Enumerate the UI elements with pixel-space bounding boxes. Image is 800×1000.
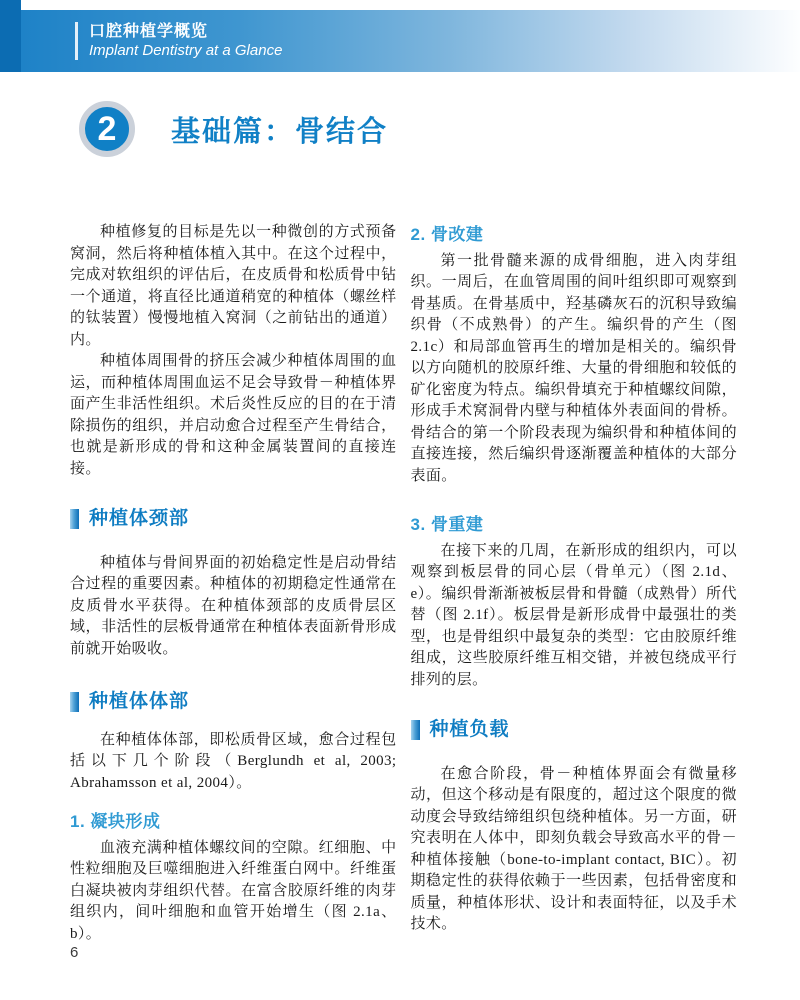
book-title-en: Implant Dentistry at a Glance	[89, 41, 283, 59]
subsection-heading-bone-remodeling: 2. 骨改建	[410, 225, 484, 244]
section-heading-implant-body	[70, 691, 397, 713]
page-header-bar	[21, 10, 800, 72]
section-heading-label: 种植体体部	[89, 691, 190, 712]
page-content	[70, 222, 737, 945]
section-heading-implant-neck	[70, 508, 397, 530]
paragraph: 第一批骨髓来源的成骨细胞，进入肉芽组织。一周后，在血管周围的间叶组织即可观察到骨基质。在骨基质中，羟基磷灰石的沉积导致编织骨（不成熟骨）的产生。编织骨的产生（图 2.1c）和局部血管再生的增加是相关的。编织骨以方向随机的胶原纤维、大量的骨细胞和较低的矿化密度为特点。编织骨填充于种植螺纹间隙，形成手术窝洞骨内壁与种植体外表面间的骨桥。骨结合的第一个阶段表现为编织骨和种植体间的直接连接，然后编织骨逐渐覆盖种植体的大部分表面。	[410, 252, 737, 484]
right-column	[411, 222, 738, 945]
chapter-title: 基础篇：骨结合	[171, 115, 389, 148]
page-number: 6	[70, 944, 79, 961]
paragraph: 在接下来的几周，在新形成的组织内，可以观察到板层骨的同心层（骨单元）（图 2.1d、e）。编织骨渐渐被板层骨和骨髓（成熟骨）所代替（图 2.1f）。板层骨是新形成骨中最强壮的类型，也是骨组织中最复杂的类型：它由胶原纤维组成，这些胶原纤维互相交错，并被包绕成平行排列的层。	[410, 542, 737, 688]
section-heading-label: 种植体颈部	[89, 508, 190, 529]
section-marker-icon	[411, 720, 420, 740]
section-marker-icon	[70, 692, 79, 712]
section-heading-label: 种植负载	[429, 719, 510, 740]
section-heading-implant-loading	[411, 719, 738, 741]
header-accent-strip	[0, 0, 21, 72]
chapter-number-badge: 2	[79, 101, 135, 157]
subsection-heading-bone-rebuilding: 3. 骨重建	[410, 515, 484, 534]
paragraph: 血液充满种植体螺纹间的空隙。红细胞、中性粒细胞及巨噬细胞进入纤维蛋白网中。纤维蛋白凝块被肉芽组织代替。在富含胶原纤维的肉芽组织内，间叶细胞和血管开始增生（图 2.1a、b）。	[70, 839, 397, 942]
paragraph: 在种植体体部，即松质骨区域，愈合过程包括以下几个阶段（Berglundh et al, 2003; Abrahamsson et al, 2004）。	[70, 731, 397, 791]
book-title-block	[75, 22, 282, 61]
chapter-heading	[79, 101, 388, 157]
subsection-heading-clot-formation: 1. 凝块形成	[70, 812, 161, 831]
left-column	[70, 222, 397, 945]
section-marker-icon	[70, 509, 79, 529]
paragraph: 在愈合阶段，骨－种植体界面会有微量移动，但这个移动是有限度的，超过这个限度的微动度会导致结缔组织包绕种植体。另一方面，研究表明在人体中，即刻负载会导致高水平的骨－种植体接触（bone-to-implant contact, BIC）。初期稳定性的获得依赖于一些因素，包括骨密度和质量，种植体形状、设计和表面特征，以及手术技术。	[410, 765, 737, 932]
paragraph: 种植体周围骨的挤压会减少种植体周围的血运，而种植体周围血运不足会导致骨－种植体界面产生非活性组织。术后炎性反应的目的在于清除损伤的组织，并启动愈合过程至产生骨结合，也就是新形成的骨和这种金属装置间的直接连接。	[70, 353, 397, 477]
paragraph: 种植体与骨间界面的初始稳定性是启动骨结合过程的重要因素。种植体的初期稳定性通常在皮质骨水平获得。在种植体颈部的皮质骨层区域，非活性的层板骨通常在种植体表面新骨形成前就开始吸收。	[70, 554, 397, 657]
book-title-zh: 口腔种植学概览	[89, 22, 209, 40]
paragraph: 种植修复的目标是先以一种微创的方式预备窝洞，然后将种植体植入其中。在这个过程中，完成对软组织的评估后，在皮质骨和松质骨中钻一个通道，将直径比通道稍宽的种植体（螺丝样的钛装置）慢慢地植入窝洞（之前钻出的通道）内。	[70, 224, 397, 348]
